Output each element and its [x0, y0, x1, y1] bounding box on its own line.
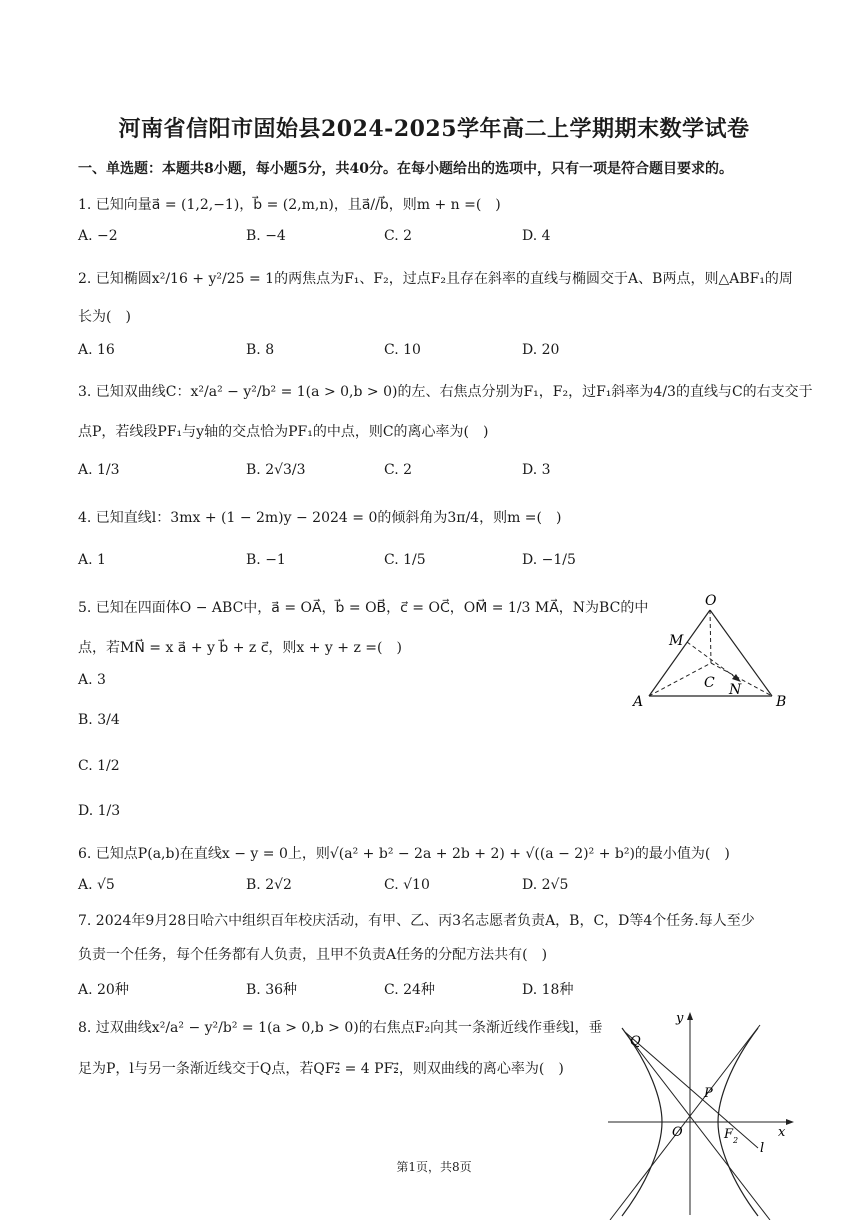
option-b[interactable]: B. 8 [246, 342, 275, 358]
label-o: O [705, 593, 717, 609]
option-b[interactable]: B. −4 [246, 228, 286, 244]
page-footer: 第1页，共8页 [396, 1160, 472, 1174]
label-o: O [672, 1125, 683, 1140]
option-d[interactable]: D. −1/5 [522, 552, 576, 568]
question-3-text: 3. 已知双曲线C：x²/a² − y²/b² = 1(a > 0,b > 0)的左、右焦点分别为F₁，F₂，过F₁斜率为4/3的直线与C的右支交于 [78, 384, 813, 400]
option-a[interactable]: A. 1 [78, 552, 106, 568]
option-a[interactable]: A. −2 [78, 228, 118, 244]
question-8-text-cont: 足为P，l与另一条渐近线交于Q点，若QF₂⃗ = 4 PF₂⃗，则双曲线的离心率为( ) [78, 1061, 564, 1077]
option-d[interactable]: D. 2√5 [522, 877, 569, 893]
label-l: l [760, 1141, 765, 1156]
option-b[interactable]: B. 2√3/3 [246, 462, 306, 478]
option-c[interactable]: C. 1/5 [384, 552, 426, 568]
option-c[interactable]: C. 1/2 [78, 758, 120, 774]
question-7-text: 7. 2024年9月28日哈六中组织百年校庆活动，有甲、乙、丙3名志愿者负责A，B，C，D等4个任务.每人至少 [78, 913, 755, 929]
option-a[interactable]: A. 3 [78, 672, 106, 688]
label-n: N [729, 682, 742, 698]
option-c[interactable]: C. √10 [384, 877, 430, 893]
label-f2: F [724, 1127, 734, 1142]
question-4-text: 4. 已知直线l：3mx + (1 − 2m)y − 2024 = 0的倾斜角为3π/4，则m =( ) [78, 510, 562, 526]
question-5-text: 5. 已知在四面体O − ABC中，a⃗ = OA⃗，b⃗ = OB⃗，c⃗ = OC⃗，OM⃗ = 1/3 MA⃗，N为BC的中 [78, 600, 649, 616]
option-a[interactable]: A. √5 [78, 877, 115, 893]
question-6-text: 6. 已知点P(a,b)在直线x − y = 0上，则√(a² + b² − 2a + 2b + 2) + √((a − 2)² + b²)的最小值为( ) [78, 846, 730, 862]
option-d[interactable]: D. 20 [522, 342, 560, 358]
option-d[interactable]: D. 4 [522, 228, 551, 244]
label-y: y [676, 1011, 684, 1026]
question-3-text-cont: 点P，若线段PF₁与y轴的交点恰为PF₁的中点，则C的离心率为( ) [78, 424, 489, 440]
option-d[interactable]: D. 1/3 [78, 803, 121, 819]
label-p: P [704, 1086, 713, 1101]
option-b[interactable]: B. 36种 [246, 982, 298, 998]
label-a: A [633, 694, 644, 710]
question-2-text-cont: 长为( ) [78, 309, 131, 325]
option-d[interactable]: D. 18种 [522, 982, 574, 998]
label-x: x [778, 1125, 786, 1140]
section-heading: 一、单选题：本题共8小题，每小题5分，共40分。在每小题给出的选项中，只有一项是符合题目要求的。 [78, 161, 733, 177]
question-8-text: 8. 过双曲线x²/a² − y²/b² = 1(a > 0,b > 0)的右焦点F₂向其一条渐近线作垂线l，垂 [78, 1020, 603, 1036]
label-b: B [776, 694, 787, 710]
option-a[interactable]: A. 16 [78, 342, 115, 358]
option-d[interactable]: D. 3 [522, 462, 551, 478]
option-a[interactable]: A. 1/3 [78, 462, 120, 478]
question-5-text-cont: 点，若MN⃗ = x a⃗ + y b⃗ + z c⃗，则x + y + z =( ) [78, 640, 402, 656]
label-q: Q [630, 1034, 641, 1049]
question-7-text-cont: 负责一个任务，每个任务都有人负责，且甲不负责A任务的分配方法共有( ) [78, 947, 548, 963]
option-c[interactable]: C. 24种 [384, 982, 435, 998]
label-c: C [704, 675, 715, 691]
label-m: M [669, 633, 684, 649]
tetrahedron-figure [625, 590, 795, 715]
option-c[interactable]: C. 10 [384, 342, 421, 358]
option-b[interactable]: B. −1 [246, 552, 286, 568]
page-title: 河南省信阳市固始县2024-2025学年高二上学期期末数学试卷 [118, 116, 750, 142]
hyperbola-figure [600, 1010, 800, 1220]
option-b[interactable]: B. 2√2 [246, 877, 292, 893]
option-a[interactable]: A. 20种 [78, 982, 129, 998]
question-2-text: 2. 已知椭圆x²/16 + y²/25 = 1的两焦点为F₁、F₂，过点F₂且存在斜率的直线与椭圆交于A、B两点，则△ABF₁的周 [78, 271, 793, 287]
label-f2-subscript: 2 [733, 1136, 739, 1145]
question-1-text: 1. 已知向量a⃗ = (1,2,−1)，b⃗ = (2,m,n)，且a⃗//b⃗，则m + n =( ) [78, 197, 501, 213]
option-b[interactable]: B. 3/4 [78, 712, 120, 728]
option-c[interactable]: C. 2 [384, 462, 413, 478]
option-c[interactable]: C. 2 [384, 228, 413, 244]
